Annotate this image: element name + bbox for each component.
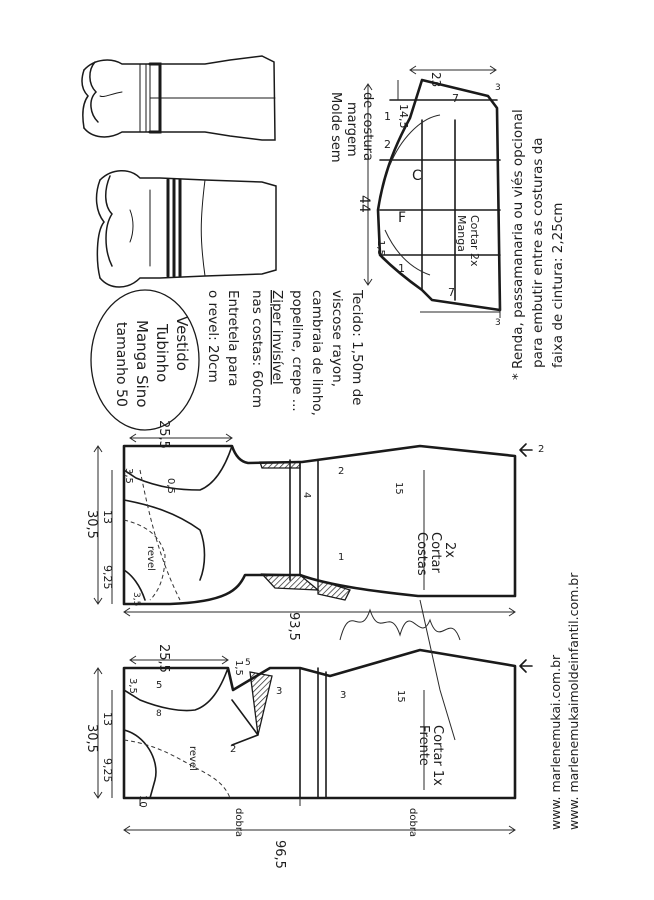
fabric-line1: Tecido: 1,50m de	[349, 290, 365, 406]
back-dim-2a: 2	[338, 466, 345, 477]
front-dim-3-5: 3,5	[127, 678, 138, 694]
front-dim-10: 10	[137, 795, 148, 808]
seam-note	[328, 92, 375, 163]
back-pattern-piece	[94, 434, 532, 616]
front-dobra1: dobra	[233, 808, 244, 838]
front-label1: Frente	[416, 725, 431, 766]
sleeve-dim-23: 23	[429, 72, 443, 88]
credit-site1: www. marlenemukai.com.br	[548, 654, 563, 830]
back-dim-half: 30,5	[84, 510, 99, 539]
back-label1: Costas	[414, 532, 429, 576]
lace-line3: faixa de cintura: 2,25cm	[550, 202, 566, 368]
sleeve-back-letter: C	[412, 168, 422, 184]
signature-scribble	[340, 600, 460, 740]
back-dim-13: 13	[101, 510, 114, 524]
back-label	[414, 532, 457, 576]
lace-note	[510, 109, 566, 380]
sleeve-front-letter: F	[398, 210, 407, 226]
lace-line1: * Renda, passamanaria ou viés opcional	[510, 109, 526, 380]
back-dim-9-25: 9,25	[101, 565, 114, 590]
zipper-line2: nas costas: 60cm	[249, 290, 265, 409]
title-line1: Vestido	[173, 316, 191, 371]
front-dim-3a: 3	[276, 686, 283, 697]
front-pattern-piece	[94, 650, 532, 834]
zipper-line1: Ziper invisível	[269, 290, 285, 385]
back-label3: 2x	[442, 542, 457, 558]
front-label	[416, 725, 445, 786]
credit-site2: www. marlenemukaimoldeinfantil.com.br	[566, 572, 581, 830]
front-dim-half: 30,5	[84, 724, 99, 753]
front-dim-2: 2	[230, 744, 237, 755]
sleeve-label2: Cortar 2x	[468, 215, 481, 267]
back-dim-1c: 1	[338, 552, 345, 563]
front-dim-length: 96,5	[272, 840, 287, 869]
seam-line1: Molde sem	[328, 92, 343, 163]
back-dim-15: 15	[393, 482, 404, 495]
front-dim-5: 5	[156, 680, 163, 691]
front-dim-5b: 5	[245, 658, 251, 668]
sleeve-pattern	[364, 66, 500, 318]
title-line4: tamanho 50	[113, 322, 129, 407]
front-dim-3b: 3	[340, 690, 347, 701]
sleeve-label	[455, 215, 481, 267]
interfacing-line2: o revel: 20cm	[205, 290, 221, 383]
front-label2: Cortar 1x	[430, 725, 445, 786]
back-dim-4: 4	[301, 492, 312, 499]
front-revel: revel	[187, 746, 198, 771]
sleeve-dim-1b: 1	[398, 262, 405, 275]
title-line2: Tubinho	[153, 324, 171, 383]
back-revel: revel	[145, 546, 156, 571]
front-dim-8: 8	[156, 709, 162, 719]
fabric-line2: viscose rayon,	[329, 290, 345, 388]
front-dim-1-5: 1,5	[233, 660, 244, 676]
title-block	[91, 290, 199, 430]
sleeve-dim-1-5: 1,5	[375, 240, 386, 256]
fabric-notes	[205, 289, 365, 416]
back-dim-3-5: 3,5	[123, 468, 134, 484]
front-dobra2: dobra	[407, 808, 418, 838]
front-dim-15: 15	[395, 690, 406, 703]
back-dim-0-5: 0,5	[165, 478, 176, 494]
sleeve-dim-2: 2	[384, 138, 391, 151]
front-dim-9-25: 9,25	[101, 758, 114, 783]
sleeve-label1: Manga	[455, 215, 468, 252]
sleeve-dim-1: 1	[384, 110, 391, 123]
front-dim-13: 13	[101, 712, 114, 726]
back-label2: Cortar	[428, 532, 443, 573]
fabric-line4: popeline, crepe ...	[289, 290, 305, 412]
sleeve-dim-44: 44	[356, 195, 372, 213]
interfacing-line1: Entretela para	[225, 290, 241, 387]
sleeve-dim-3a: 3	[495, 83, 501, 93]
back-dim-length: 93,5	[286, 612, 301, 641]
back-dim-2b: 2	[538, 444, 545, 455]
seam-line2: margem	[344, 102, 359, 157]
dress-illustration	[82, 56, 276, 287]
sleeve-dim-3b: 3	[495, 318, 501, 328]
back-dim-3-5b: 3,5	[131, 592, 141, 607]
front-dim-width: 25,5	[156, 644, 171, 673]
title-line3: Manga Sino	[133, 320, 151, 408]
credits	[548, 572, 581, 830]
sleeve-dim-14-5: 14,5	[397, 104, 410, 129]
sleeve-dim-7b: 7	[448, 286, 455, 299]
sleeve-dim-7a: 7	[452, 92, 459, 105]
back-dim-width: 25,5	[156, 420, 171, 449]
seam-line3: de costura	[360, 92, 375, 161]
lace-line2: para embutir entre as costuras da	[530, 137, 546, 368]
fabric-line3: cambraia de linho,	[309, 290, 325, 416]
